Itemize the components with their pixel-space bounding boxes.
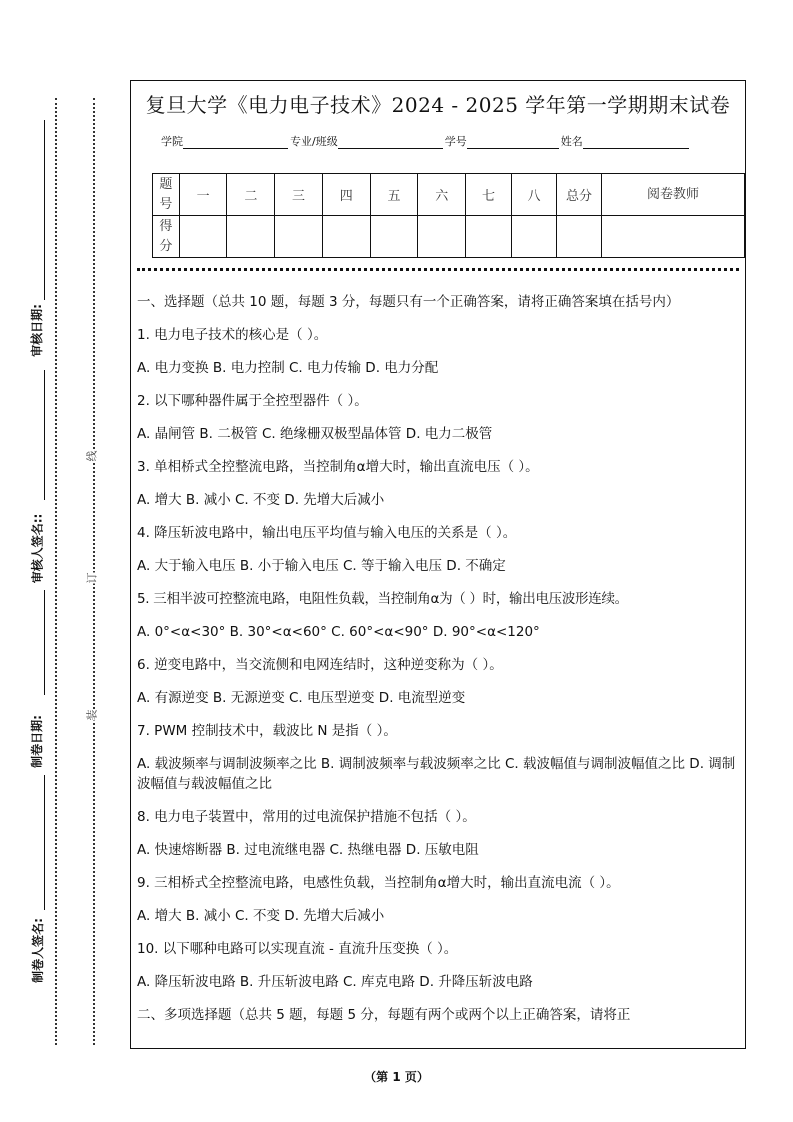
binding-dotted-line-inner	[93, 98, 95, 1045]
score-cell[interactable]	[418, 216, 466, 258]
score-table-score-row	[153, 216, 745, 258]
signature-line	[44, 775, 45, 910]
major-class-field[interactable]	[338, 136, 443, 149]
student-id-label: 学号	[444, 135, 467, 148]
col-1: 一	[179, 174, 227, 216]
score-table-header-row	[153, 174, 745, 216]
section1-intro: 一、选择题（总共 10 题，每题 3 分，每题只有一个正确答案，请将正确答案填在括号内）	[137, 294, 680, 310]
options-9: A. 增大 B. 减小 C. 不变 D. 先增大后减小	[137, 908, 385, 924]
score-cell[interactable]	[179, 216, 227, 258]
signature-line	[44, 590, 45, 695]
review-date-label: 审核日期:	[29, 304, 44, 357]
seal-ding: 订	[85, 572, 99, 584]
major-class-label: 专业/班级	[290, 135, 338, 148]
name-field[interactable]	[583, 136, 689, 149]
options-6: A. 有源逆变 B. 无源逆变 C. 电压型逆变 D. 电流型逆变	[137, 690, 466, 706]
question-3: 3. 单相桥式全控整流电路，当控制角α增大时，输出直流电压（ ）。	[137, 459, 539, 475]
options-7: A. 载波频率与调制波频率之比 B. 调制波频率与载波频率之比 C. 载波幅值与调制波幅值之比 D. 调制波幅值与载波幅值之比	[137, 756, 736, 792]
score-cell[interactable]	[511, 216, 556, 258]
score-cell[interactable]	[275, 216, 323, 258]
question-10: 10. 以下哪种电路可以实现直流 - 直流升压变换（ ）。	[137, 941, 458, 957]
col-2: 二	[227, 174, 275, 216]
question-8: 8. 电力电子装置中，常用的过电流保护措施不包括（ ）。	[137, 809, 476, 825]
options-3: A. 增大 B. 减小 C. 不变 D. 先增大后减小	[137, 492, 385, 508]
col-4: 四	[322, 174, 370, 216]
question-6: 6. 逆变电路中，当交流侧和电网连结时，这种逆变称为（ ）。	[137, 657, 503, 673]
exam-title: 复旦大学《电力电子技术》2024 - 2025 学年第一学期期末试卷	[145, 93, 731, 117]
preparer-signature-label: 制卷人签名:	[30, 918, 45, 983]
dotted-separator	[137, 268, 739, 271]
prepare-date-label: 制卷日期:	[29, 715, 44, 768]
options-2: A. 晶闸管 B. 二极管 C. 绝缘栅双极型晶体管 D. 电力二极管	[137, 426, 493, 442]
signature-line	[44, 370, 45, 500]
name-label: 姓名	[560, 135, 583, 148]
seal-zhuang: 装	[85, 709, 99, 721]
col-7: 七	[466, 174, 512, 216]
signature-line	[44, 120, 45, 300]
exam-body	[137, 287, 741, 1032]
score-cell[interactable]	[601, 216, 744, 258]
score-cell[interactable]	[227, 216, 275, 258]
col-3: 三	[275, 174, 323, 216]
score-cell[interactable]	[466, 216, 512, 258]
score-cell[interactable]	[556, 216, 601, 258]
options-1: A. 电力变换 B. 电力控制 C. 电力传输 D. 电力分配	[137, 360, 439, 376]
binding-dotted-line-outer	[55, 98, 57, 1045]
col-grader: 阅卷教师	[601, 174, 744, 216]
question-5: 5. 三相半波可控整流电路，电阻性负载，当控制角α为（ ）时，输出电压波形连续。	[137, 591, 628, 607]
score-cell[interactable]	[370, 216, 418, 258]
score-table	[152, 173, 745, 258]
college-field[interactable]	[183, 136, 288, 149]
question-7: 7. PWM 控制技术中，载波比 N 是指（ ）。	[137, 723, 397, 739]
row-label-score: 得分	[153, 216, 180, 258]
question-2: 2. 以下哪种器件属于全控型器件（ ）。	[137, 393, 368, 409]
score-cell[interactable]	[322, 216, 370, 258]
section2-intro: 二、多项选择题（总共 5 题，每题 5 分，每题有两个或两个以上正确答案，请将正	[137, 1007, 631, 1023]
options-5: A. 0°<α<30° B. 30°<α<60° C. 60°<α<90° D. 90°<α<120°	[137, 624, 540, 640]
col-6: 六	[418, 174, 466, 216]
question-9: 9. 三相桥式全控整流电路，电感性负载，当控制角α增大时，输出直流电流（ ）。	[137, 875, 620, 891]
options-8: A. 快速熔断器 B. 过电流继电器 C. 热继电器 D. 压敏电阻	[137, 842, 479, 858]
options-10: A. 降压斩波电路 B. 升压斩波电路 C. 库克电路 D. 升降压斩波电路	[137, 974, 533, 990]
exam-frame	[130, 80, 746, 1049]
question-1: 1. 电力电子技术的核心是（ ）。	[137, 327, 328, 343]
student-id-field[interactable]	[467, 136, 559, 149]
row-label-question: 题号	[153, 174, 180, 216]
seal-xian: 线	[85, 450, 99, 462]
student-info	[161, 133, 691, 149]
college-label: 学院	[161, 135, 183, 148]
page-number: （第 1 页）	[364, 1070, 429, 1084]
col-5: 五	[370, 174, 418, 216]
col-total: 总分	[556, 174, 601, 216]
reviewer-signature-label: 审核人签名::	[30, 513, 45, 584]
question-4: 4. 降压斩波电路中，输出电压平均值与输入电压的关系是（ ）。	[137, 525, 517, 541]
options-4: A. 大于输入电压 B. 小于输入电压 C. 等于输入电压 D. 不确定	[137, 558, 506, 574]
col-8: 八	[511, 174, 556, 216]
